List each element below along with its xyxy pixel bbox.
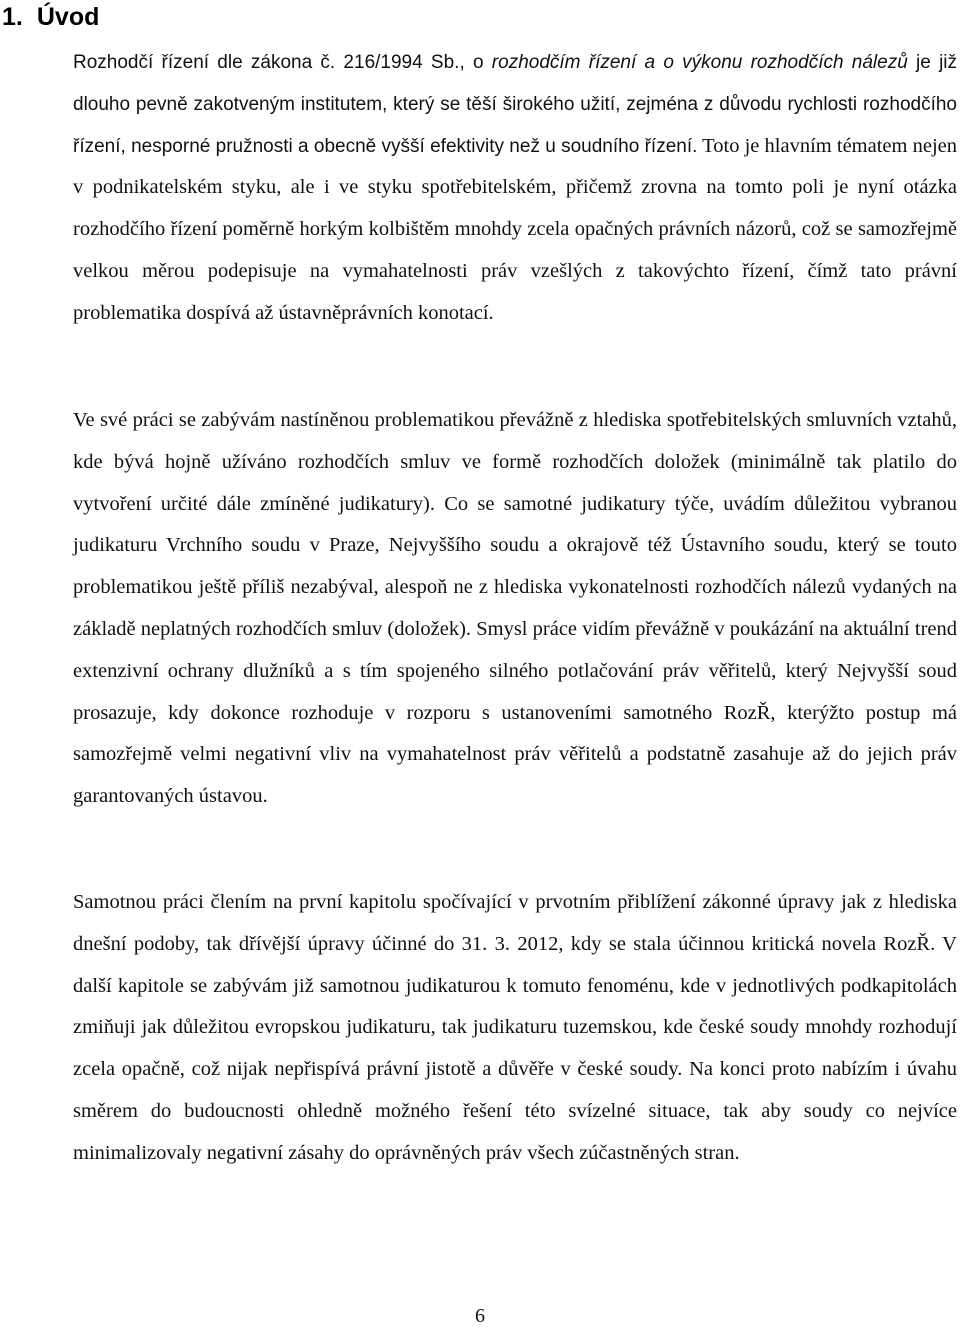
paragraph1-sentence2: Toto je hlavním tématem nejen v podnikatelském styku, ale i ve styku spotřebitelském, přičemž zrovna na tomto poli je nyní otázka rozhodčího řízení poměrně horkým kolbištěm mnohdy zcela opačných právních názorů, což se samozřejmě velkou měrou podepisuje na vymahatelnosti práv vzešlých z takovýchto řízení, čímž tato právní problematika dospívá až ústavněprávních konotací. [73, 134, 957, 324]
paragraph1-law-title: rozhodčím řízení a o výkonu rozhodčích nálezů [491, 52, 908, 73]
chapter-number: 1. [2, 3, 23, 31]
chapter-title: Úvod [36, 3, 100, 31]
intro-paragraph-2: Ve své práci se zabývám nastíněnou problematikou převážně z hlediska spotřebitelských smluvních vztahů, kde bývá hojně užíváno rozhodčích smluv ve formě rozhodčích doložek (minimálně tak platilo do vytvoření určité dále zmíněné judikatury). Co se samotné judikatury týče, uvádím důležitou vybranou judikaturu Vrchního soudu v Praze, Nejvyššího soudu a okrajově též Ústavního soudu, který se touto problematikou ještě příliš nezabýval, alespoň ne z hlediska vykonatelnosti rozhodčích nálezů vydaných na základě neplatných rozhodčích smluv (doložek). Smysl práce vidím převážně v poukázání na aktuální trend extenzivní ochrany dlužníků a s tím spojeného silného potlačování práv věřitelů, který Nejvyšší soud prosazuje, kdy dokonce rozhoduje v rozporu s ustanoveními samotného RozŘ, kterýžto postup má samozřejmě velmi negativní vliv na vymahatelnost práv věřitelů a podstatně zasahuje až do jejich práv garantovaných ústavou. [73, 409, 957, 808]
paragraph1-text-b: je již dlouho pevně zakotveným institutem, který se těší širokého užití, zejména z důvodu rychlosti rozhodčího řízení, nesporné pružnosti a obecně vyšší efektivity než u soudního řízení. [73, 52, 958, 157]
intro-paragraph-3: Samotnou práci člením na první kapitolu spočívající v prvotním přiblížení zákonné úpravy jak z hlediska dnešní podoby, tak dřívější úpravy účinné do 31. 3. 2012, kdy se stala účinnou kritická novela RozŘ. V další kapitole se zabývám již samotnou judikaturou k tomuto fenoménu, kde v jednotlivých podkapitolách zmiňuji jak důležitou evropskou judikaturu, tak judikaturu tuzemskou, kde české soudy mnohdy rozhodují zcela opačně, což nijak nepřispívá právní jistotě a důvěře v české soudy. Na konci proto nabízím i úvahu směrem do budoucnosti ohledně možného řešení této svízelné situace, tak aby soudy co nejvíce minimalizovaly negativní zásahy do oprávněných práv všech zúčastněných stran. [73, 891, 957, 1164]
intro-paragraph-1 [73, 42, 957, 335]
page-number: 6 [475, 1305, 485, 1327]
paragraph1-text-a: Rozhodčí řízení dle zákona č. 216/1994 Sb., o [73, 52, 492, 73]
chapter-heading [2, 0, 99, 34]
